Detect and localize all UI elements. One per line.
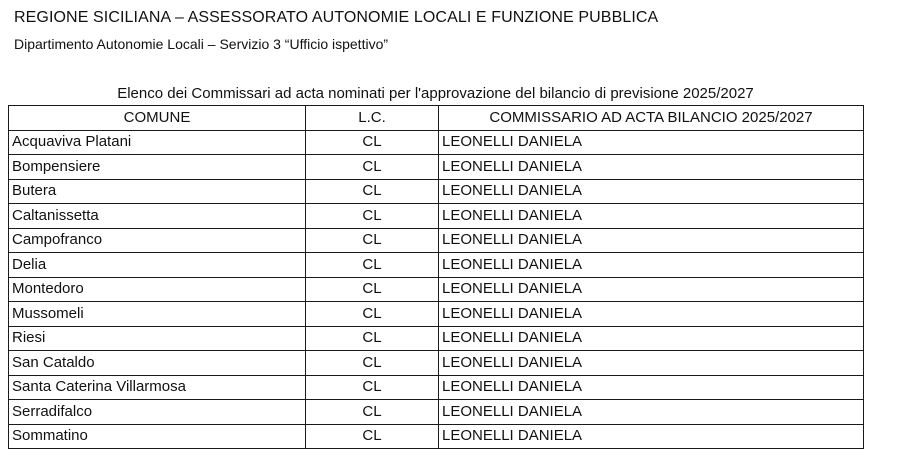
column-header-comune: COMUNE — [9, 106, 306, 131]
cell-commissario: LEONELLI DANIELA — [439, 400, 864, 425]
cell-commissario: LEONELLI DANIELA — [439, 204, 864, 229]
cell-lc: CL — [306, 351, 439, 376]
cell-lc: CL — [306, 424, 439, 449]
table-row — [9, 277, 864, 302]
cell-lc: CL — [306, 130, 439, 155]
cell-commissario: LEONELLI DANIELA — [439, 253, 864, 278]
cell-commissario: LEONELLI DANIELA — [439, 375, 864, 400]
table-row — [9, 253, 864, 278]
cell-lc: CL — [306, 204, 439, 229]
cell-commissario: LEONELLI DANIELA — [439, 155, 864, 180]
column-header-commissario: COMMISSARIO AD ACTA BILANCIO 2025/2027 — [439, 106, 864, 131]
table-row — [9, 351, 864, 376]
column-header-lc: L.C. — [306, 106, 439, 131]
cell-commissario: LEONELLI DANIELA — [439, 130, 864, 155]
table-row — [9, 302, 864, 327]
cell-commissario: LEONELLI DANIELA — [439, 179, 864, 204]
cell-commissario: LEONELLI DANIELA — [439, 424, 864, 449]
cell-comune: San Cataldo — [9, 351, 306, 376]
table-row — [9, 400, 864, 425]
cell-comune: Serradifalco — [9, 400, 306, 425]
cell-commissario: LEONELLI DANIELA — [439, 277, 864, 302]
table-row — [9, 424, 864, 449]
header-subtitle: Dipartimento Autonomie Locali – Servizio 3 “Ufficio ispettivo” — [14, 36, 389, 52]
cell-lc: CL — [306, 155, 439, 180]
table-row — [9, 179, 864, 204]
table-row — [9, 228, 864, 253]
cell-lc: CL — [306, 375, 439, 400]
cell-lc: CL — [306, 179, 439, 204]
cell-comune: Mussomeli — [9, 302, 306, 327]
cell-comune: Delia — [9, 253, 306, 278]
cell-commissario: LEONELLI DANIELA — [439, 351, 864, 376]
cell-comune: Santa Caterina Villarmosa — [9, 375, 306, 400]
table-row — [9, 326, 864, 351]
table-header-row — [9, 106, 864, 131]
cell-lc: CL — [306, 277, 439, 302]
cell-lc: CL — [306, 302, 439, 327]
cell-comune: Sommatino — [9, 424, 306, 449]
cell-comune: Butera — [9, 179, 306, 204]
table-row — [9, 130, 864, 155]
cell-comune: Bompensiere — [9, 155, 306, 180]
table-row — [9, 375, 864, 400]
cell-comune: Caltanissetta — [9, 204, 306, 229]
commissari-table — [8, 105, 864, 449]
cell-lc: CL — [306, 228, 439, 253]
cell-lc: CL — [306, 253, 439, 278]
table-row — [9, 155, 864, 180]
table-row — [9, 204, 864, 229]
header-title: REGIONE SICILIANA – ASSESSORATO AUTONOMIE LOCALI E FUNZIONE PUBBLICA — [14, 9, 659, 26]
cell-commissario: LEONELLI DANIELA — [439, 228, 864, 253]
table-title: Elenco dei Commissari ad acta nominati per l'approvazione del bilancio di previsione 2025/2027 — [117, 85, 754, 102]
cell-comune: Campofranco — [9, 228, 306, 253]
cell-commissario: LEONELLI DANIELA — [439, 302, 864, 327]
table-body — [9, 130, 864, 449]
cell-lc: CL — [306, 400, 439, 425]
cell-comune: Montedoro — [9, 277, 306, 302]
cell-commissario: LEONELLI DANIELA — [439, 326, 864, 351]
cell-lc: CL — [306, 326, 439, 351]
cell-comune: Acquaviva Platani — [9, 130, 306, 155]
cell-comune: Riesi — [9, 326, 306, 351]
